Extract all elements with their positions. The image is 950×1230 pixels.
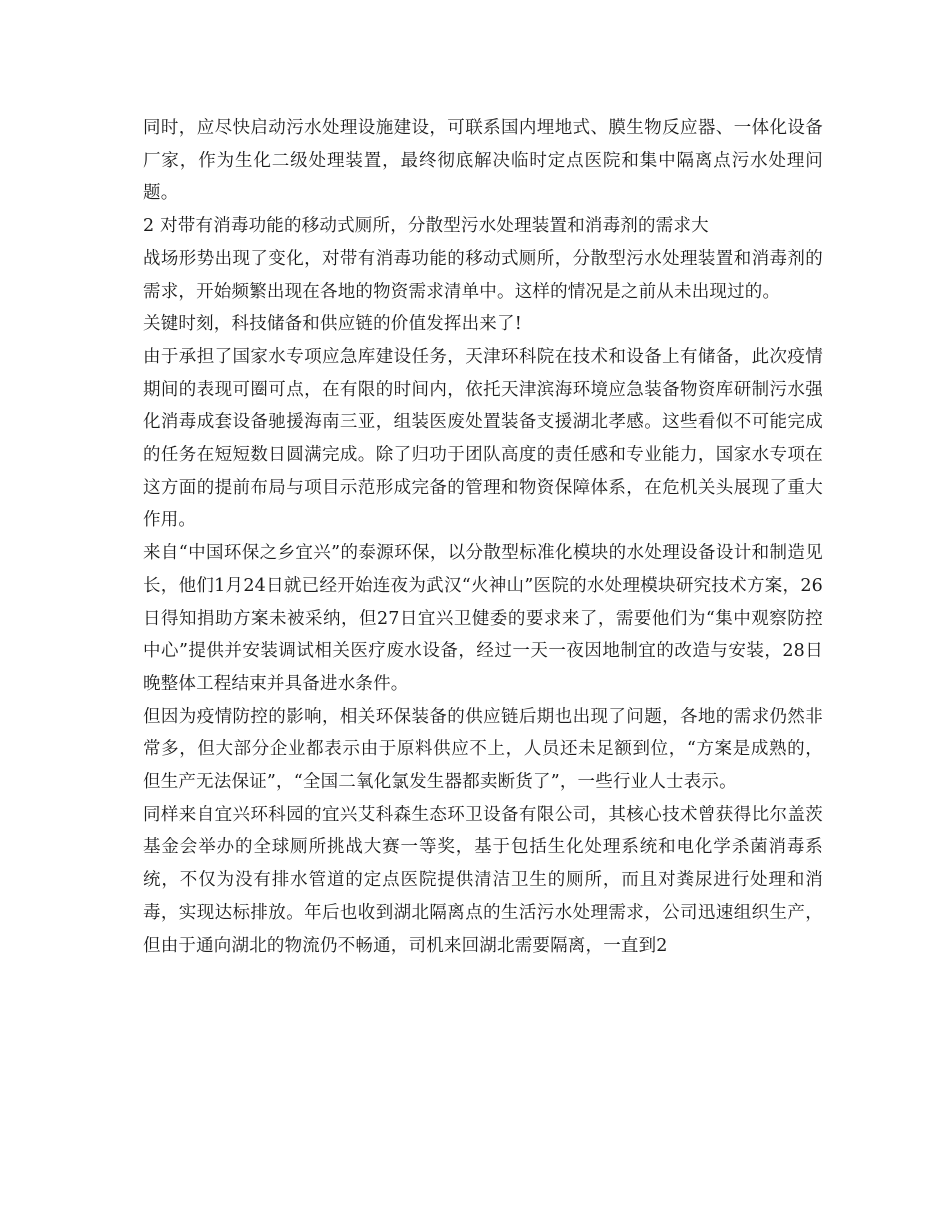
paragraph-2: 战场形势出现了变化，对带有消毒功能的移动式厕所，分散型污水处理装置和消毒剂的需求，开始频繁出现在各地的物资需求清单中。这样的情况是之前从未出现过的。 [143, 248, 823, 302]
paragraph-1: 同时，应尽快启动污水处理设施建设，可联系国内埋地式、膜生物反应器、一体化设备厂家，作为生化二级处理装置，最终彻底解决临时定点医院和集中隔离点污水处理问题。 [143, 118, 823, 204]
paragraph-5: 来自“中国环保之乡宜兴”的泰源环保，以分散型标准化模块的水处理设备设计和制造见长，他们1月24日就已经开始连夜为武汉“火神山”医院的水处理模块研究技术方案，26日得知捐助方案未被采纳，但27日宜兴卫健委的要求来了，需要他们为“集中观察防控中心”提供并安装调试相关医疗废水设备，经过一天一夜因地制宜的改造与安装，28日晚整体工程结束并具备进水条件。 [143, 543, 823, 694]
paragraph-3: 关键时刻，科技储备和供应链的价值发挥出来了! [143, 314, 522, 335]
paragraph-6: 但因为疫情防控的影响，相关环保装备的供应链后期也出现了问题，各地的需求仍然非常多，但大部分企业都表示由于原料供应不上，人员还未足额到位，“方案是成熟的，但生产无法保证”，“全国二氧化氯发生器都卖断货了”，一些行业人士表示。 [143, 706, 823, 793]
document-body [143, 112, 823, 962]
paragraph-4: 由于承担了国家水专项应急库建设任务，天津环科院在技术和设备上有储备，此次疫情期间的表现可圈可点，在有限的时间内，依托天津滨海环境应急装备物资库研制污水强化消毒成套设备驰援海南三亚，组装医废处置装备支援湖北孝感。这些看似不可能完成的任务在短短数日圆满完成。除了归功于团队高度的责任感和专业能力，国家水专项在这方面的提前布局与项目示范形成完备的管理和物资保障体系，在危机关头展现了重大作用。 [143, 346, 823, 531]
section-heading-2: 2 对带有消毒功能的移动式厕所，分散型污水处理装置和消毒剂的需求大 [143, 216, 709, 237]
paragraph-7: 同样来自宜兴环科园的宜兴艾科森生态环卫设备有限公司，其核心技术曾获得比尔盖茨基金会举办的全球厕所挑战大赛一等奖，基于包括生化处理系统和电化学杀菌消毒系统，不仅为没有排水管道的定点医院提供清洁卫生的厕所，而且对粪尿进行处理和消毒，实现达标排放。年后也收到湖北隔离点的生活污水处理需求，公司迅速组织生产，但由于通向湖北的物流仍不畅通，司机来回湖北需要隔离，一直到2 [143, 804, 823, 956]
